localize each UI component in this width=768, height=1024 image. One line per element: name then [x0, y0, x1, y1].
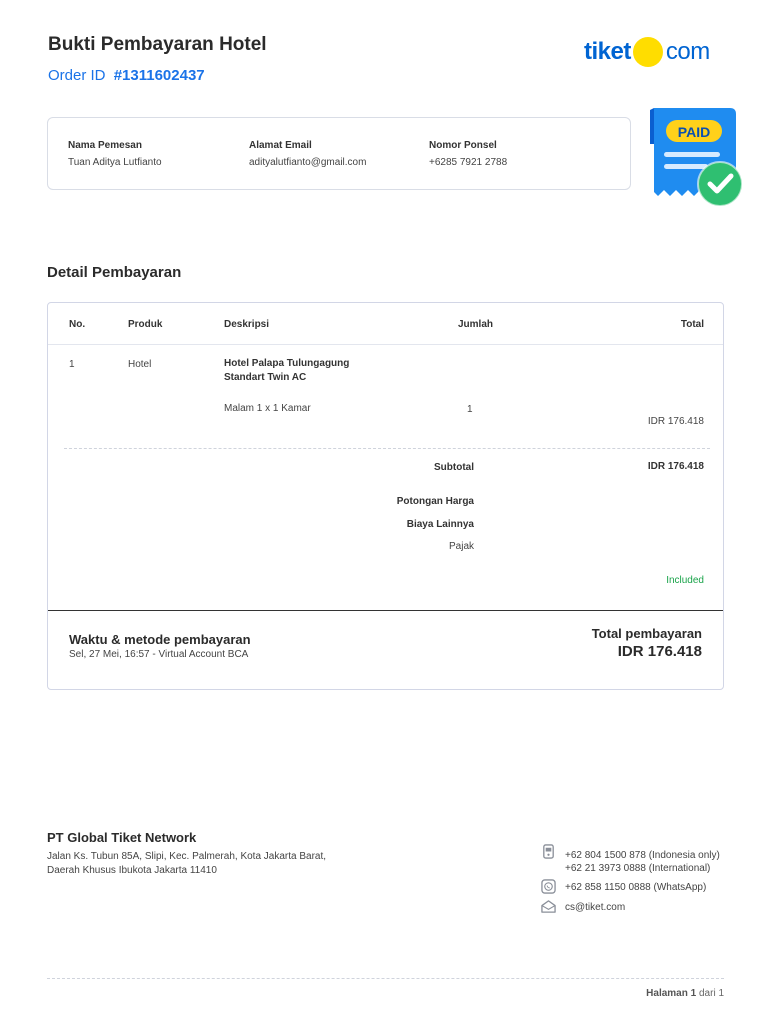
total-divider: [48, 610, 723, 611]
customer-email-label: Alamat Email: [249, 140, 312, 151]
header-divider: [48, 344, 723, 345]
mail-icon: [541, 899, 556, 914]
address-line-1: Jalan Ks. Tubun 85A, Slipi, Kec. Palmerah, Kota Jakarta Barat,: [47, 851, 327, 862]
whatsapp-number: +62 858 1150 0888 (WhatsApp): [565, 882, 707, 893]
order-id-label: Order ID: [48, 67, 106, 84]
column-header-total: Total: [680, 319, 704, 330]
page-label: Halaman 1: [646, 988, 697, 999]
page-title: Bukti Pembayaran Hotel: [48, 34, 267, 55]
column-header-quantity: Jumlah: [458, 319, 494, 330]
company-name: PT Global Tiket Network: [47, 830, 197, 845]
item-description-subtitle: Standart Twin AC: [224, 372, 307, 383]
tax-label: Pajak: [448, 541, 474, 552]
total-payment-label: Total pembayaran: [591, 626, 702, 641]
customer-name-label: Nama Pemesan: [68, 140, 142, 151]
item-description-detail: Malam 1 x 1 Kamar: [224, 403, 311, 414]
order-id: [48, 67, 205, 84]
tax-value: Included: [666, 575, 704, 586]
check-icon: [698, 162, 742, 206]
item-quantity: 1: [467, 404, 473, 415]
customer-email: adityalutfianto@gmail.com: [249, 157, 367, 168]
column-header-product: Produk: [128, 319, 163, 330]
customer-phone: +6285 7921 2788: [429, 157, 508, 168]
section-title: Detail Pembayaran: [47, 264, 182, 281]
item-no: 1: [69, 359, 75, 370]
paid-badge-text: PAID: [677, 124, 711, 140]
item-product: Hotel: [128, 359, 152, 370]
item-description-title: Hotel Palapa Tulungagung: [224, 358, 350, 369]
tiket-logo: [584, 36, 710, 68]
address-line-2: Daerah Khusus Ibukota Jakarta 11410: [47, 865, 217, 876]
contact-email: [541, 899, 731, 915]
customer-name: Tuan Aditya Lutfianto: [68, 157, 162, 168]
page-of: dari 1: [698, 988, 724, 999]
contact-whatsapp: [541, 879, 731, 895]
discount-label: Potongan Harga: [396, 496, 474, 507]
customer-card: [47, 117, 631, 190]
company-address: [47, 850, 326, 878]
contact-phone: [541, 844, 731, 874]
logo-dot: [633, 37, 663, 67]
customer-name-block: [68, 140, 162, 168]
logo-text-right: com: [665, 38, 710, 65]
paid-receipt-icon: [640, 104, 748, 212]
customer-email-block: [249, 140, 366, 168]
subtotal-label: Subtotal: [434, 462, 474, 473]
customer-phone-block: [429, 140, 507, 168]
payment-method-value: Sel, 27 Mei, 16:57 - Virtual Account BCA: [69, 649, 249, 660]
customer-phone-label: Nomor Ponsel: [429, 140, 497, 151]
payment-detail-table: [47, 302, 724, 690]
phone-icon: [541, 844, 556, 859]
other-fees-label: Biaya Lainnya: [406, 519, 474, 530]
support-email: cs@tiket.com: [565, 902, 626, 913]
item-divider: [64, 448, 710, 449]
whatsapp-icon: [541, 879, 556, 894]
phone-local: +62 804 1500 878 (Indonesia only): [565, 850, 720, 861]
column-header-no: No.: [69, 319, 86, 330]
item-total: IDR 176.418: [647, 416, 704, 427]
payment-method-label: Waktu & metode pembayaran: [69, 632, 251, 647]
phone-international: +62 21 3973 0888 (International): [565, 863, 711, 874]
logo-text-left: tiket: [584, 38, 631, 65]
order-id-number: #1311602437: [113, 67, 205, 84]
total-payment-value: IDR 176.418: [617, 643, 702, 660]
column-header-description: Deskripsi: [224, 319, 270, 330]
page-number: [646, 988, 724, 999]
subtotal-value: IDR 176.418: [647, 461, 704, 472]
footer-divider: [47, 978, 724, 979]
